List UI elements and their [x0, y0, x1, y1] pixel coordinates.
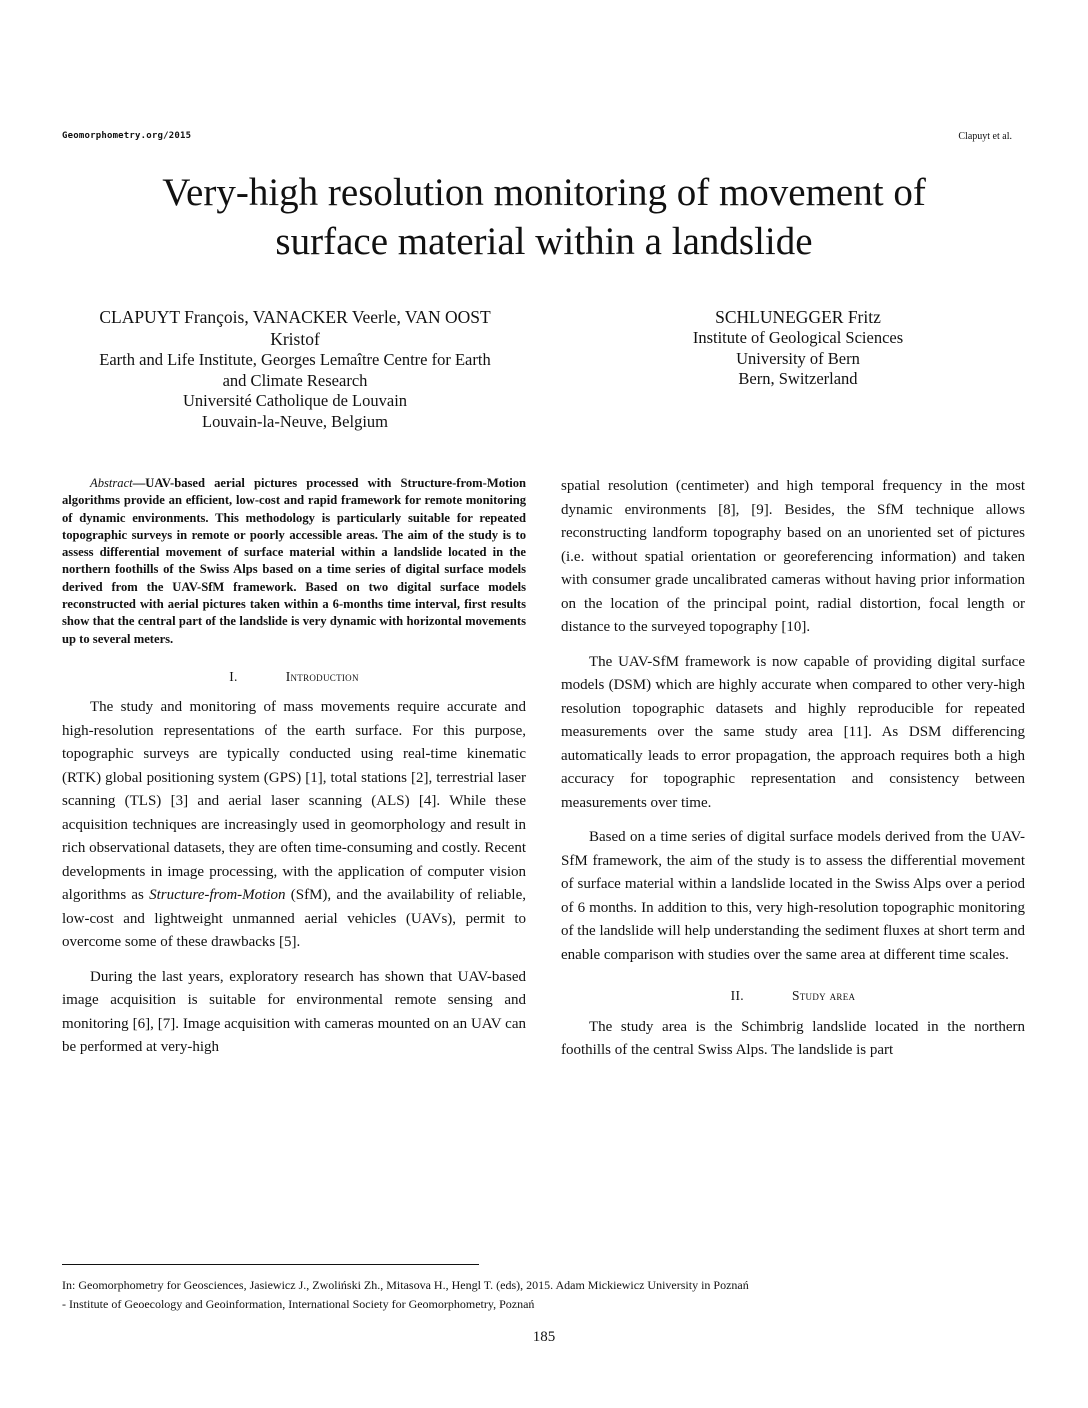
author-name: SCHLUNEGGER Fritz — [715, 307, 881, 327]
running-header-right: Clapuyt et al. — [958, 131, 1012, 142]
footnote-line-1: In: Geomorphometry for Geosciences, Jasiewicz J., Zwoliński Zh., Mitasova H., Hengl T. (eds), 2015. Adam Mickiewicz University in Poznań — [62, 1278, 749, 1292]
intro-paragraph-2: During the last years, exploratory research has shown that UAV-based image acquisition is suitable for environmental remote sensing and monitoring [6], [7]. Image acquisition with cameras mounted on an UAV can be performed at very-high — [62, 968, 526, 1056]
intro-paragraph-1 — [62, 696, 526, 955]
intro-paragraph-3: The UAV-SfM framework is now capable of providing digital surface models (DSM) which are highly accurate when compared to other very-high resolution topographic datasets and highly reproducible for repeated measurements over the same study area [11]. As DSM differencing automatically leads to error propagation, the approach requires both a high accuracy for topographic representation and consistency between measurements over time. — [561, 653, 1025, 811]
footnote-line-2: - Institute of Geoecology and Geoinformation, International Society for Geomorphometry, Poznań — [62, 1297, 535, 1311]
author-names-cont: Kristof — [270, 329, 320, 349]
section-title: Introduction — [285, 668, 359, 684]
affiliation-line: Earth and Life Institute, Georges Lemaître Centre for Earth — [99, 350, 491, 369]
author-block-left — [60, 306, 530, 432]
section-number: I. — [229, 668, 238, 684]
right-column — [561, 475, 1025, 1063]
intro-p1-emphasis: Structure-from-Motion — [149, 887, 286, 904]
paper-title — [60, 168, 1028, 266]
author-names: CLAPUYT François, VANACKER Veerle, VAN OOST — [99, 307, 491, 327]
affiliation-line: Louvain-la-Neuve, Belgium — [201, 411, 389, 431]
footnote — [62, 1276, 749, 1314]
intro-p1-text: The study and monitoring of mass movements require accurate and high-resolution representations of the earth surface. For this purpose, topographic surveys are typically conducted using real-time kinematic (RTK) global positioning system (GPS) [1], total stations [2], terrestrial laser scanning (TLS) [3] and aerial laser scanning (ALS) [4]. While these acquisition techniques are increasingly used in geomorphology and result in rich observational datasets, they are often time-consuming and costly. Recent developments in image processing, with the application of computer vision algorithms as — [62, 699, 526, 904]
section-heading-introduction — [62, 665, 526, 689]
study-area-paragraph-1: The study area is the Schimbrig landslide located in the northern foothills of the central Swiss Alps. The landslide is part — [561, 1018, 1025, 1058]
footnote-rule — [62, 1264, 479, 1265]
affiliation-line: University of Bern — [736, 348, 860, 368]
left-column — [62, 475, 526, 1060]
intro-paragraph-4: Based on a time series of digital surface models derived from the UAV-SfM framework, the aim of the study is to assess the differential movement of surface material within a landslide located in the Swiss Alps over a period of 6 months. In addition to this, very high-resolution topographic monitoring of the landslide will help understanding the sediment fluxes at short term and enable comparison with studies over the same area at different time scales. — [561, 829, 1025, 963]
affiliation-line: Bern, Switzerland — [738, 369, 858, 388]
affiliation-line: Institute of Geological Sciences — [692, 328, 904, 347]
author-block-right — [560, 306, 1036, 390]
section-heading-study-area — [561, 984, 1025, 1008]
paper-title-line-1: Very-high resolution monitoring of movement of — [162, 171, 926, 214]
section-number: II. — [730, 988, 744, 1003]
abstract — [62, 475, 526, 648]
intro-p1-text-cont: (SfM), and the availability of reliable, low-cost and lightweight unmanned aerial vehicles (UAVs), permit to overcome some of these drawbacks [5]. — [62, 887, 526, 951]
section-title: Study area — [791, 988, 856, 1003]
running-header-left: Geomorphometry.org/2015 — [62, 131, 192, 141]
affiliation-line: Université Catholique de Louvain — [182, 391, 408, 410]
abstract-text: —UAV-based aerial pictures processed with Structure-from-Motion algorithms provide an efficient, low-cost and rapid framework for remote monitoring of dynamic environments. This methodology is particularly suitable for repeated topographic surveys in remote or poorly accessible areas. The aim of the study is to assess differential movement of surface material within a landslide located in the northern foothills of the Swiss Alps based on a time series of digital surface models derived from the UAV-SfM framework. Based on two digital surface models reconstructed with aerial pictures taken within a 6-months time interval, first results show that the central part of the landslide is very dynamic with horizontal movements up to several meters. — [62, 476, 526, 646]
page-number: 185 — [532, 1329, 556, 1345]
intro-paragraph-2-cont: spatial resolution (centimeter) and high temporal frequency in the most dynamic environments [8], [9]. Besides, the SfM technique allows reconstructing landform topography based on an unoriented set of pictures (i.e. without spatial orientation or georeferencing information) and taken with consumer grade uncalibrated cameras without having prior information on the location of the principal point, radial distortion, focal length or distance to the surveyed topography [10]. — [561, 478, 1025, 635]
paper-title-line-2: surface material within a landslide — [275, 220, 813, 263]
abstract-label: Abstract — [90, 476, 133, 490]
affiliation-line: and Climate Research — [222, 370, 368, 390]
